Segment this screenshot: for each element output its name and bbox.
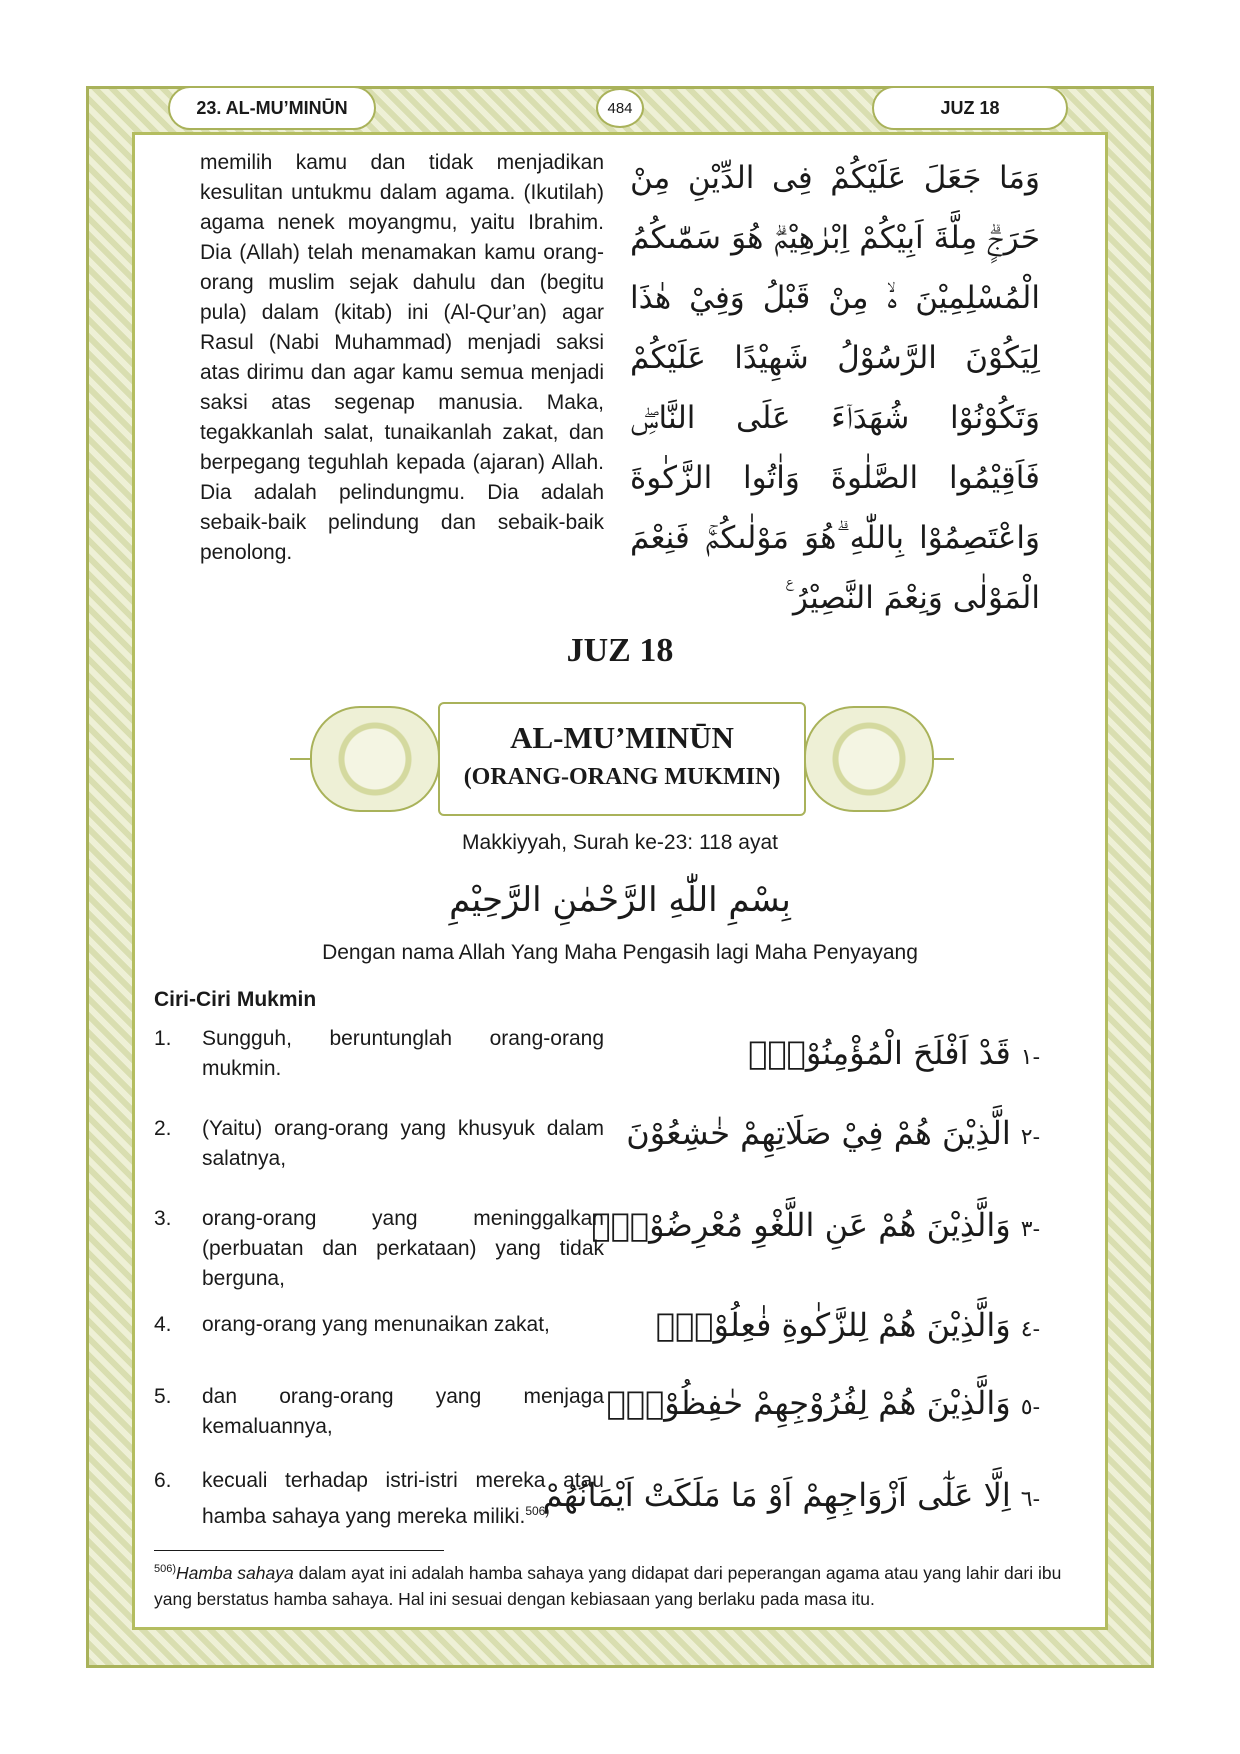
verse-number: 3. [154, 1207, 172, 1230]
verse-arabic-number: -٣ [1020, 1217, 1040, 1242]
verse-arabic-number: -٦ [1020, 1487, 1040, 1512]
verse-arabic-text: وَالَّذِيْنَ هُمْ لِلزَّكٰوةِ فٰعِلُوْنَۙ [655, 1306, 1011, 1344]
intro-translation: memilih kamu dan tidak menjadikan kesulitan untukmu dalam agama. (Ikutilah) agama nenek moyangmu, yaitu Ibrahim. Dia (Allah) telah menamakan kamu orang-orang muslim sejak dahulu dan (begitu pula) dalam (kitab) ini (Al-Qur’an) agar Rasul (Nabi Muhammad) menjadi saksi atas dirimu dan agar kamu semua menjadi saksi atas segenap manusia. Maka, tegakkanlah salat, tunaikanlah zakat, dan berpegang teguhlah kepada (ajaran) Allah. Dia adalah pelindungmu. Dia adalah sebaik-baik pelindung dan sebaik-baik penolong. [200, 151, 604, 564]
page-number: 484 [596, 88, 644, 128]
verse-arabic-text: وَالَّذِيْنَ هُمْ عَنِ اللَّغْوِ مُعْرِضُوْنَۙ [591, 1206, 1011, 1244]
surah-meaning: (ORANG-ORANG MUKMIN) [463, 764, 781, 790]
surah-name: AL-MU’MINŪN [510, 720, 734, 755]
verse-number: 4. [154, 1313, 172, 1336]
verse-arabic-text: وَالَّذِيْنَ هُمْ لِفُرُوْجِهِمْ حٰفِظُوْنَۙ [606, 1384, 1011, 1422]
footnote [154, 1556, 1090, 1612]
verse-translation: dan orang-orang yang menjaga kemaluannya, [202, 1385, 604, 1438]
verse-translation-text: kecuali terhadap istri-istri mereka atau hamba sahaya yang mereka miliki. [202, 1469, 604, 1528]
verse-arabic-number: -٥ [1020, 1395, 1040, 1420]
banner-ornament-left [310, 706, 440, 812]
verse-number: 6. [154, 1469, 172, 1492]
verse-arabic [606, 1382, 1040, 1429]
banner-line-right [932, 758, 954, 760]
verse-translation: Sungguh, beruntunglah orang-orang mukmin. [202, 1027, 604, 1080]
verse-arabic-text: الَّذِيْنَ هُمْ فِيْ صَلَاتِهِمْ خٰشِعُوْنَ [626, 1114, 1011, 1152]
section-title: Ciri-Ciri Mukmin [154, 988, 317, 1011]
verse-number: 1. [154, 1027, 172, 1050]
footnote-reference[interactable]: 506) [525, 1504, 550, 1518]
juz-header-label: JUZ 18 [872, 86, 1068, 130]
verse-translation: (Yaitu) orang-orang yang khusyuk dalam salatnya, [202, 1117, 604, 1170]
banner-line-left [290, 758, 312, 760]
surah-info: Makkiyyah, Surah ke-23: 118 ayat [462, 831, 778, 854]
basmalah-translation: Dengan nama Allah Yang Maha Pengasih lagi Maha Penyayang [322, 941, 918, 964]
verse-arabic [620, 1032, 1040, 1079]
footnote-divider [154, 1550, 444, 1551]
verse-number: 2. [154, 1117, 172, 1140]
verse-arabic-number: -١ [1020, 1045, 1040, 1070]
verse-arabic [591, 1204, 1040, 1251]
footnote-italic-term: Hamba sahaya [176, 1562, 294, 1583]
intro-arabic-verse: وَمَا جَعَلَ عَلَيْكُمْ فِى الدِّيْنِ مِنْ حَرَجٍۗ مِلَّةَ اَبِيْكُمْ اِبْرٰهِيْمَۗ هُوَ سَمّٰىكُمُ الْمُسْلِمِيْنَ ەۙ مِنْ قَبْلُ وَفِيْ هٰذَا لِيَكُوْنَ الرَّسُوْلُ شَهِيْدًا عَلَيْكُمْ وَتَكُوْنُوْا شُهَدَاۤءَ عَلَى النَّاسِۖ فَاَقِيْمُوا الصَّلٰوةَ وَاٰتُوا الزَّكٰوةَ وَاعْتَصِمُوْا بِاللّٰهِ ۗهُوَ مَوْلٰىكُمْۚ فَنِعْمَ الْمَوْلٰى وَنِعْمَ النَّصِيْرُ ࣖ [630, 160, 1040, 616]
banner-ornament-right [804, 706, 934, 812]
verse-arabic-number: -٤ [1020, 1317, 1040, 1342]
surah-header-label: 23. AL-MU’MINŪN [168, 86, 376, 130]
verse-arabic-text: اِلَّا عَلٰٓى اَزْوَاجِهِمْ اَوْ مَا مَلَكَتْ اَيْمَانُهُمْ [542, 1476, 1011, 1514]
verse-arabic-number: -٢ [1020, 1125, 1040, 1150]
verse-arabic-text: قَدْ اَفْلَحَ الْمُؤْمِنُوْنَۙ [748, 1034, 1011, 1072]
surah-title-banner [290, 700, 954, 818]
juz-heading: JUZ 18 [566, 632, 674, 669]
basmalah: بِسْمِ اللّٰهِ الرَّحْمٰنِ الرَّحِيْمِ [449, 880, 791, 920]
footnote-text: dalam ayat ini adalah hamba sahaya yang didapat dari peperangan agama atau yang lahir dari ibu yang berstatus hamba sahaya. Hal ini sesuai dengan kebiasaan yang berlaku pada masa itu. [154, 1562, 1062, 1609]
verse-arabic [620, 1304, 1040, 1351]
footnote-marker: 506) [154, 1563, 177, 1575]
verse-arabic [542, 1474, 1040, 1521]
verse-translation: orang-orang yang menunaikan zakat, [202, 1313, 550, 1336]
verse-translation: orang-orang yang meninggalkan (perbuatan dan perkataan) yang tidak berguna, [202, 1207, 604, 1290]
verse-number: 5. [154, 1385, 172, 1408]
verse-arabic [620, 1112, 1040, 1159]
